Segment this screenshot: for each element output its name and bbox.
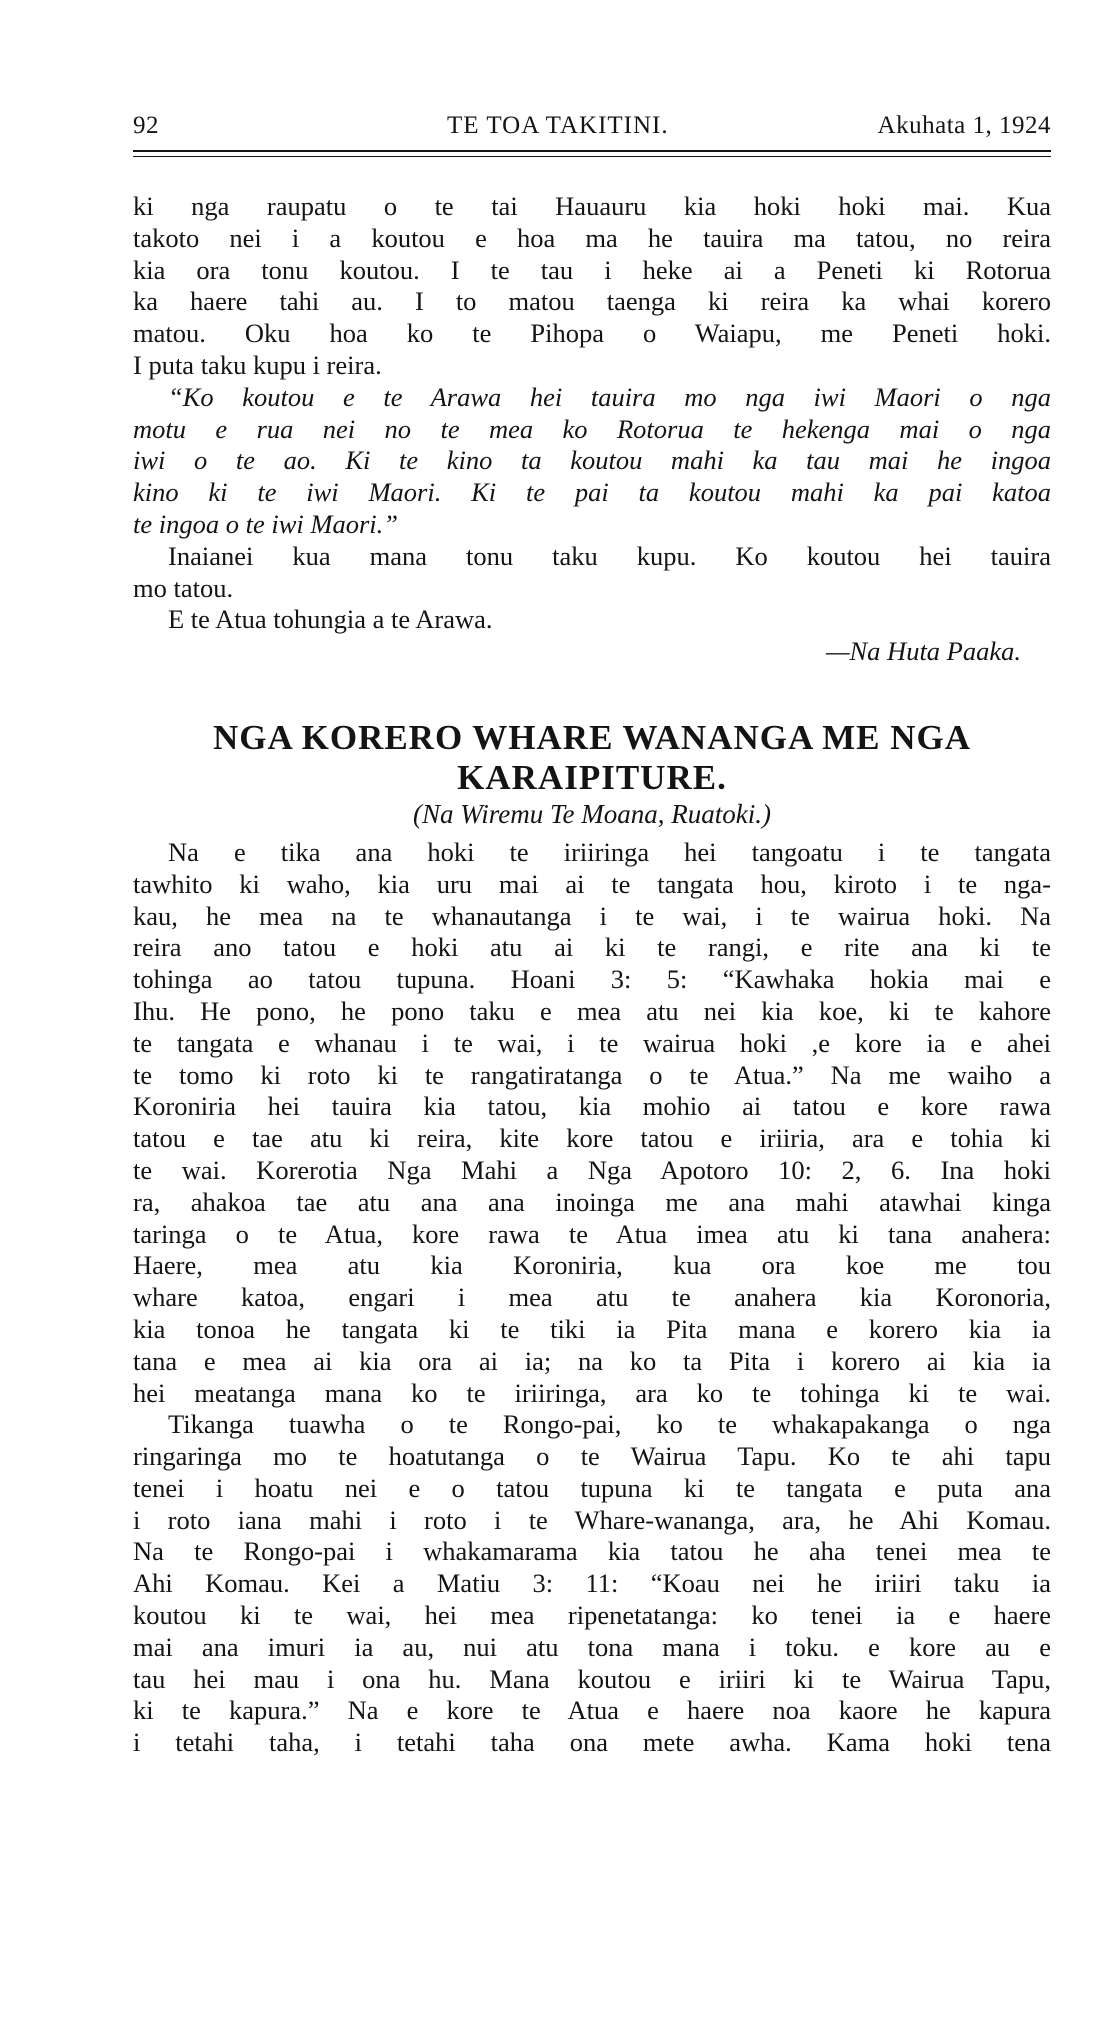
text-line: ki te kapura.” Na e kore te Atua e haere noa kaore he kapura <box>133 1695 1051 1726</box>
text-line: I puta taku kupu i reira. <box>133 349 382 380</box>
publication-title: TE TOA TAKITINI. <box>447 112 669 139</box>
text-line: te wai. Korerotia Nga Mahi a Nga Apotoro 10: 2, 6. Ina hoki <box>133 1154 1051 1185</box>
text-line: matou. Oku hoa ko te Pihopa o Waiapu, me Peneti hoki. <box>133 318 1051 349</box>
text-line: tohinga ao tatou tupuna. Hoani 3: 5: “Kawhaka hokia mai e <box>133 964 1051 995</box>
text-line: takoto nei i a koutou e hoa ma he tauira ma tatou, no reira <box>133 222 1051 253</box>
text-line: koutou ki te wai, hei mea ripenetatanga: ko tenei ia e haere <box>133 1600 1051 1631</box>
text-line: kia tonoa he tangata ki te tiki ia Pita mana e korero kia ia <box>133 1313 1051 1344</box>
document-page <box>133 100 1051 1758</box>
text-line: Tikanga tuawha o te Rongo-pai, ko te whakapakanga o nga <box>168 1409 1051 1440</box>
text-line: Koroniria hei tauira kia tatou, kia mohio ai tatou e kore rawa <box>133 1091 1051 1122</box>
quote-line: iwi o te ao. Ki te kino ta koutou mahi ka tau mai he ingoa <box>133 445 1051 476</box>
text-line: ka haere tahi au. I to matou taenga ki reira ka whai korero <box>133 286 1051 317</box>
text-line: Ahi Komau. Kei a Matiu 3: 11: “Koau nei he iriiri taku ia <box>133 1568 1051 1599</box>
header-rule-thin <box>133 156 1051 157</box>
text-line: i roto iana mahi i roto i te Whare-wananga, ara, he Ahi Komau. <box>133 1504 1051 1535</box>
article-byline: (Na Wiremu Te Moana, Ruatoki.) <box>413 798 771 829</box>
text-line: te tomo ki roto ki te rangatiratanga o te Atua.” Na me waiho a <box>133 1059 1051 1090</box>
quote-line: motu e rua nei no te mea ko Rotorua te hekenga mai o nga <box>133 413 1051 444</box>
text-line: hei meatanga mana ko te iriiringa, ara ko te tohinga ki te wai. <box>133 1377 1051 1408</box>
text-line: mo tatou. <box>133 572 234 603</box>
running-header <box>133 100 1051 140</box>
text-line: reira ano tatou e hoki atu ai ki te rangi, e rite ana ki te <box>133 932 1051 963</box>
text-line: tatou e tae atu ki reira, kite kore tatou e iriiria, ara e tohia ki <box>133 1123 1051 1154</box>
quote-line: “Ko koutou e te Arawa hei tauira mo nga iwi Maori o nga <box>168 381 1051 412</box>
section-gap <box>133 668 1051 718</box>
text-line: tawhito ki waho, kia uru mai ai te tangata hou, kiroto i te nga- <box>133 868 1051 899</box>
quote-line: kino ki te iwi Maori. Ki te pai ta koutou mahi ka pai katoa <box>133 477 1051 508</box>
text-line: taringa o te Atua, kore rawa te Atua imea atu ki tana anahera: <box>133 1218 1051 1249</box>
article-title-line-1: NGA KORERO WHARE WANANGA ME NGA <box>213 717 971 757</box>
text-line: mai ana imuri ia au, nui atu tona mana i toku. e kore au e <box>133 1631 1051 1662</box>
article-title-line-2: KARAIPITURE. <box>457 757 727 797</box>
signature: —Na Huta Paaka. <box>825 636 1021 667</box>
text-line: Inaianei kua mana tonu taku kupu. Ko koutou hei tauira <box>168 540 1051 571</box>
issue-date: Akuhata 1, 1924 <box>877 112 1051 139</box>
page-body <box>133 191 1051 1759</box>
quote-line: te ingoa o te iwi Maori.” <box>133 508 398 539</box>
page-number: 92 <box>133 112 159 139</box>
text-line: Na te Rongo-pai i whakamarama kia tatou he aha tenei mea te <box>133 1536 1051 1567</box>
text-line: Na e tika ana hoki te iriiringa hei tangoatu i te tangata <box>168 836 1051 867</box>
text-line: tau hei mau i ona hu. Mana koutou e iriiri ki te Wairua Tapu, <box>133 1663 1051 1694</box>
header-rule-thick <box>133 150 1051 152</box>
text-line: kia ora tonu koutou. I te tau i heke ai a Peneti ki Rotorua <box>133 254 1051 285</box>
blessing-line: E te Atua tohungia a te Arawa. <box>168 604 493 635</box>
text-line: i tetahi taha, i tetahi taha ona mete awha. Kama hoki tena <box>133 1727 1051 1758</box>
text-line: tana e mea ai kia ora ai ia; na ko ta Pita i korero ai kia ia <box>133 1345 1051 1376</box>
text-line: Ihu. He pono, he pono taku e mea atu nei kia koe, ki te kahore <box>133 995 1051 1026</box>
text-line: whare katoa, engari i mea atu te anahera kia Koronoria, <box>133 1282 1051 1313</box>
text-line: ki nga raupatu o te tai Hauauru kia hoki hoki mai. Kua <box>133 191 1051 221</box>
text-line: ra, ahakoa tae atu ana ana inoinga me ana mahi atawhai kinga <box>133 1186 1051 1217</box>
text-line: kau, he mea na te whanautanga i te wai, i te wairua hoki. Na <box>133 900 1051 931</box>
text-line: Haere, mea atu kia Koroniria, kua ora koe me tou <box>133 1250 1051 1281</box>
text-line: tenei i hoatu nei e o tatou tupuna ki te tangata e puta ana <box>133 1472 1051 1503</box>
text-line: te tangata e whanau i te wai, i te wairua hoki ,e kore ia e ahei <box>133 1027 1051 1058</box>
text-line: ringaringa mo te hoatutanga o te Wairua Tapu. Ko te ahi tapu <box>133 1441 1051 1472</box>
